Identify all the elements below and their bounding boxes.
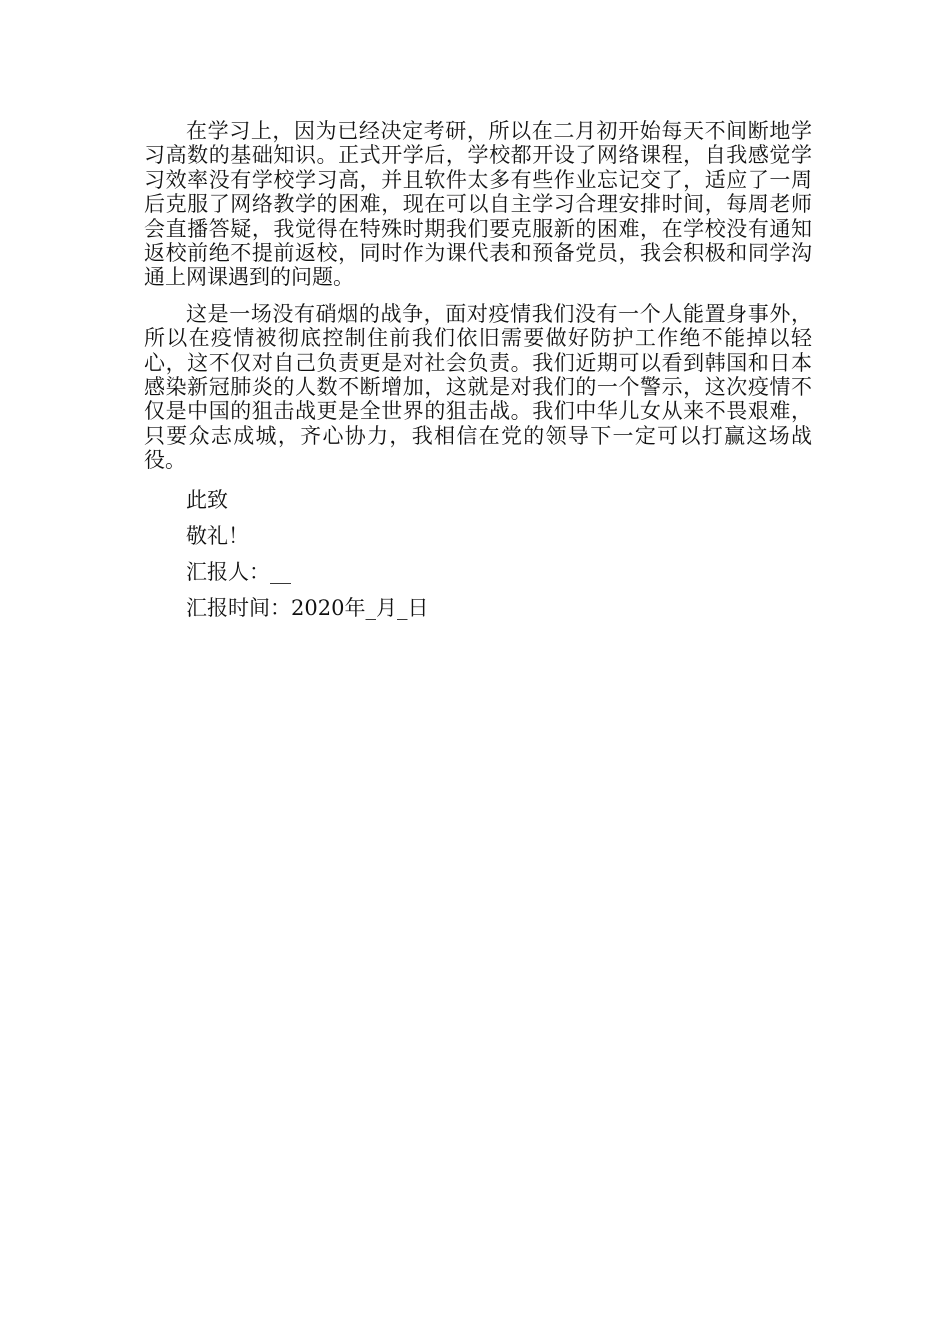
paragraph-epidemic: 这是一场没有硝烟的战争，面对疫情我们没有一个人能置身事外，所以在疫情被彻底控制住前我们依旧需要做好防护工作绝不能掉以轻心，这不仅对自己负责更是对社会负责。我们近期可以看到韩国和日本感染新冠肺炎的人数不断增加，这就是对我们的一个警示，这次疫情不仅是中国的狙击战更是全世界的狙击战。我们中华儿女从来不畏艰难，只要众志成城，齐心协力，我相信在党的领导下一定可以打赢这场战役。	[144, 301, 812, 473]
reporter-line: 汇报人：__	[186, 559, 291, 584]
paragraph-study: 在学习上，因为已经决定考研，所以在二月初开始每天不间断地学习高数的基础知识。正式开学后，学校都开设了网络课程，自我感觉学习效率没有学校学习高，并且软件太多有些作业忘记交了，适应了一周后克服了网络教学的困难，现在可以自主学习合理安排时间，每周老师会直播答疑，我觉得在特殊时期我们要克服新的困难，在学校没有通知返校前绝不提前返校，同时作为课代表和预备党员，我会积极和同学沟通上网课遇到的问题。	[144, 119, 812, 290]
document-body	[144, 119, 812, 620]
closing-respect: 敬礼！	[186, 523, 249, 548]
report-time-line: 汇报时间：2020年_月_日	[186, 595, 429, 620]
closing-salutation: 此致	[186, 487, 228, 512]
